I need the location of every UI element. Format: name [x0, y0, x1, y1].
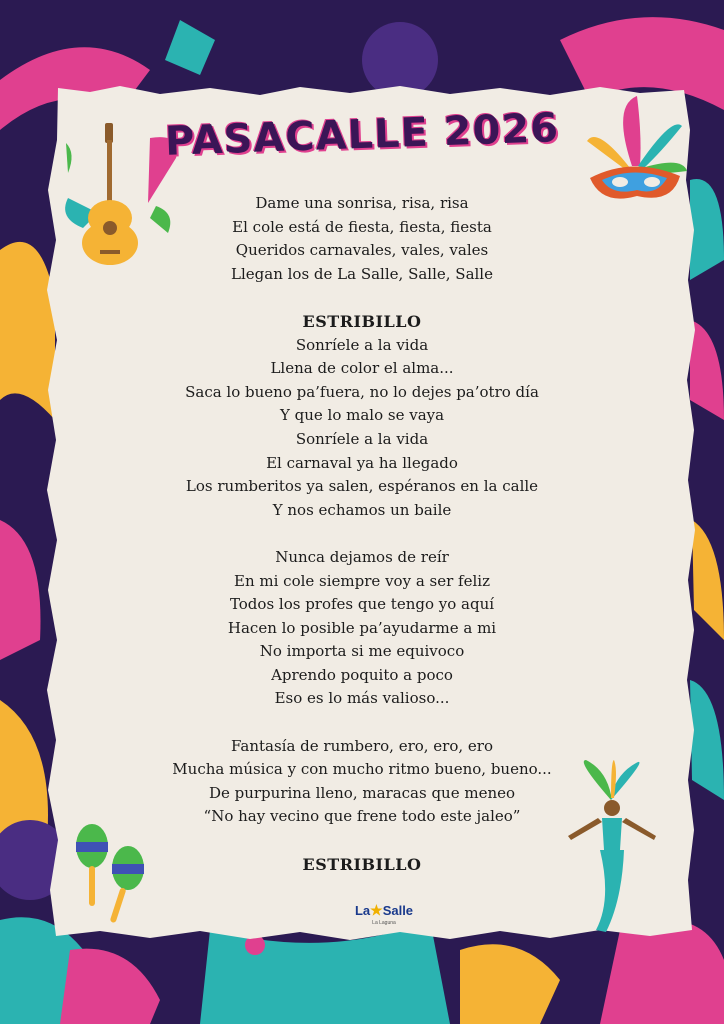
- lyric-line: Y nos echamos un baile: [272, 500, 452, 519]
- lyric-line: Sonríele a la vida: [295, 429, 429, 448]
- lyric-line: Los rumberitos ya salen, espéranos en la calle: [185, 477, 539, 496]
- star-icon: ★: [370, 902, 383, 918]
- page-title: PASACALLE 2026: [164, 105, 560, 165]
- lyric-line: El cole está de fiesta, fiesta, fiesta: [232, 217, 492, 236]
- lyric-line: Dame una sonrisa, risa, risa: [255, 194, 469, 212]
- lyric-line: Aprendo poquito a poco: [271, 665, 453, 684]
- lyric-line: Sonríele a la vida: [295, 335, 429, 354]
- lyrics: [60, 192, 664, 876]
- lyric-line: De purpurina lleno, maracas que meneo: [208, 783, 516, 802]
- lyric-line: Llena de color el alma...: [270, 359, 454, 378]
- logo-name-right: Salle: [382, 903, 414, 918]
- lyric-line: No importa si me equivoco: [259, 642, 465, 661]
- logo-name-left: La: [354, 903, 371, 918]
- lyric-line: “No hay vecino que frene todo este jaleo”: [203, 807, 521, 826]
- lyric-line: Llegan los de La Salle, Salle, Salle: [231, 264, 493, 283]
- lyric-line: Hacen lo posible pa’ayudarme a mi: [227, 618, 497, 637]
- lyric-line: Todos los profes que tengo yo aquí: [229, 595, 495, 614]
- lyric-line: En mi cole siempre voy a ser feliz: [234, 571, 490, 590]
- lyric-line: Mucha música y con mucho ritmo bueno, bueno...: [172, 760, 552, 779]
- lyric-line: Eso es lo más valioso...: [274, 689, 450, 708]
- lyric-line: Fantasía de rumbero, ero, ero, ero: [231, 736, 493, 755]
- lyrics-sheet: [60, 100, 664, 940]
- logo-subtitle: La Laguna: [372, 920, 396, 926]
- final-chorus-heading: ESTRIBILLO: [302, 854, 422, 874]
- lyric-line: El carnaval ya ha llegado: [266, 453, 458, 472]
- chorus-heading: ESTRIBILLO: [302, 311, 422, 331]
- lyric-line: Nunca dejamos de reír: [275, 547, 449, 566]
- lyric-line: Saca lo bueno pa’fuera, no lo dejes pa’otro día: [185, 382, 539, 401]
- lyric-line: Queridos carnavales, vales, vales: [235, 241, 489, 260]
- lyric-line: Y que lo malo se vaya: [279, 406, 445, 425]
- la-salle-logo: [344, 902, 424, 926]
